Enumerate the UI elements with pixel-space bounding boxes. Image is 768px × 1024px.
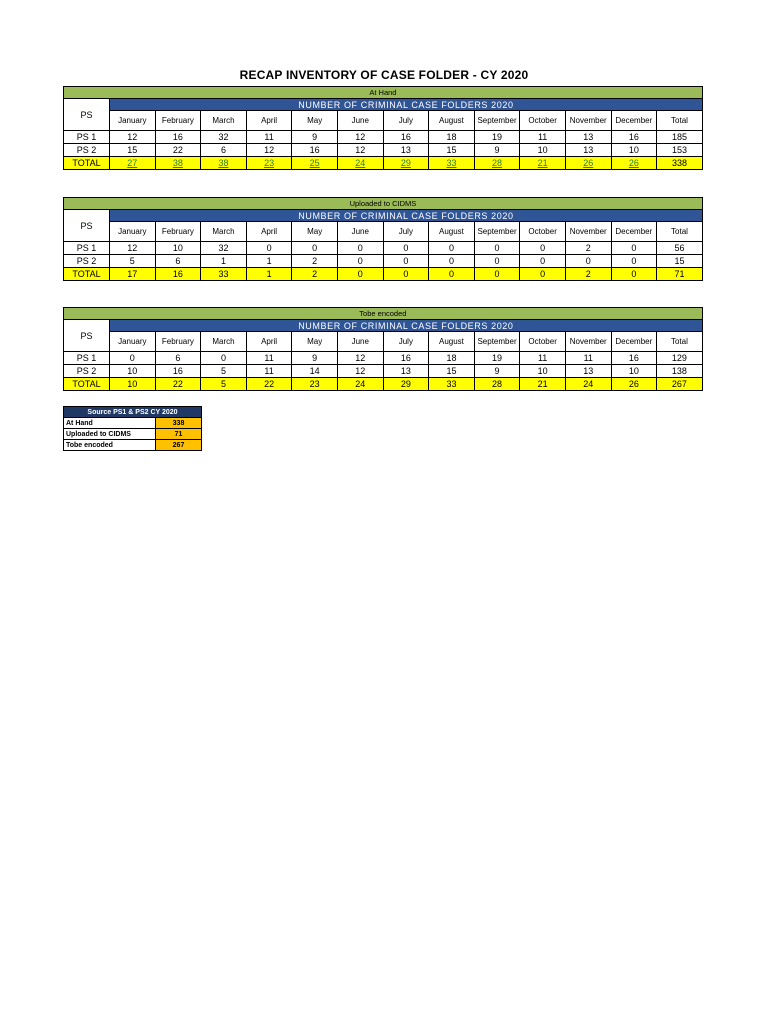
month-header: August	[429, 222, 475, 242]
cell[interactable]: 11	[520, 131, 566, 144]
total-link[interactable]: 27	[110, 157, 156, 170]
month-header: September	[474, 111, 520, 131]
total-cell[interactable]: 2	[565, 268, 611, 281]
row-label: PS 1	[64, 352, 110, 365]
total-row	[64, 268, 703, 281]
tobe-encoded-table	[63, 307, 703, 391]
month-header: September	[474, 332, 520, 352]
cell[interactable]: 0	[383, 255, 429, 268]
cell[interactable]: 10	[520, 365, 566, 378]
total-link[interactable]: 26	[611, 157, 657, 170]
total-cell[interactable]: 2	[292, 268, 338, 281]
month-header: January	[110, 111, 156, 131]
table-row	[64, 365, 703, 378]
month-header: Total	[657, 111, 703, 131]
cell[interactable]: 22	[155, 144, 201, 157]
cell[interactable]: 11	[246, 352, 292, 365]
cell[interactable]: 14	[292, 365, 338, 378]
month-header: June	[337, 111, 383, 131]
month-header: July	[383, 111, 429, 131]
total-cell[interactable]: 16	[155, 268, 201, 281]
total-cell[interactable]: 21	[520, 378, 566, 391]
total-cell[interactable]: 24	[337, 378, 383, 391]
month-header: March	[201, 222, 247, 242]
total-cell[interactable]: 0	[429, 268, 475, 281]
cell[interactable]: 0	[520, 255, 566, 268]
cell[interactable]: 11	[520, 352, 566, 365]
cell[interactable]: 1	[246, 255, 292, 268]
cell[interactable]: 13	[565, 365, 611, 378]
grand-total[interactable]: 71	[657, 268, 703, 281]
cell[interactable]: 16	[155, 131, 201, 144]
cell[interactable]: 16	[383, 352, 429, 365]
cell[interactable]: 12	[337, 352, 383, 365]
month-header: June	[337, 332, 383, 352]
cell[interactable]: 0	[246, 242, 292, 255]
cell[interactable]: 5	[110, 255, 156, 268]
section-uploaded	[63, 197, 702, 281]
summary-label: Uploaded to CIDMS	[64, 429, 156, 440]
cell[interactable]: 12	[246, 144, 292, 157]
cell[interactable]: 11	[246, 131, 292, 144]
table-row	[64, 144, 703, 157]
month-header: January	[110, 222, 156, 242]
cell[interactable]: 6	[155, 255, 201, 268]
month-header: November	[565, 332, 611, 352]
total-cell[interactable]: 22	[155, 378, 201, 391]
total-link[interactable]: 33	[429, 157, 475, 170]
table-row	[64, 255, 703, 268]
row-label: PS 2	[64, 255, 110, 268]
cell[interactable]: 12	[110, 242, 156, 255]
total-link[interactable]: 25	[292, 157, 338, 170]
cell[interactable]: 15	[429, 365, 475, 378]
table-row	[64, 131, 703, 144]
month-header: April	[246, 111, 292, 131]
cell[interactable]: 0	[337, 242, 383, 255]
total-cell[interactable]: 22	[246, 378, 292, 391]
cell[interactable]: 0	[429, 242, 475, 255]
ps-header: PS	[64, 320, 110, 352]
cell[interactable]: 2	[292, 255, 338, 268]
summary-row	[64, 429, 202, 440]
cell[interactable]: 16	[155, 365, 201, 378]
month-header: April	[246, 222, 292, 242]
cell[interactable]: 13	[383, 144, 429, 157]
total-cell[interactable]: 24	[565, 378, 611, 391]
total-cell[interactable]: 29	[383, 378, 429, 391]
cell[interactable]: 0	[429, 255, 475, 268]
cell[interactable]: 9	[474, 365, 520, 378]
row-label: PS 1	[64, 131, 110, 144]
total-cell[interactable]: 33	[429, 378, 475, 391]
month-header: February	[155, 222, 201, 242]
cell[interactable]: 9	[474, 144, 520, 157]
summary-label: Tobe encoded	[64, 440, 156, 451]
total-label: TOTAL	[64, 268, 110, 281]
grand-total[interactable]: 338	[657, 157, 703, 170]
cell[interactable]: 10	[155, 242, 201, 255]
band-label: NUMBER OF CRIMINAL CASE FOLDERS 2020	[110, 320, 703, 332]
summary-value[interactable]: 71	[156, 429, 202, 440]
month-header: Total	[657, 222, 703, 242]
month-header: December	[611, 332, 657, 352]
month-header: July	[383, 332, 429, 352]
uploaded-table	[63, 197, 703, 281]
total-row	[64, 157, 703, 170]
month-header: May	[292, 222, 338, 242]
total-label: TOTAL	[64, 378, 110, 391]
cell[interactable]: 10	[611, 144, 657, 157]
total-cell[interactable]: 5	[201, 378, 247, 391]
cell[interactable]: 15	[429, 144, 475, 157]
row-label: PS 2	[64, 365, 110, 378]
summary-value[interactable]: 267	[156, 440, 202, 451]
cell[interactable]: 6	[201, 144, 247, 157]
cell[interactable]: 16	[611, 131, 657, 144]
total-link[interactable]: 26	[565, 157, 611, 170]
cell[interactable]: 0	[474, 255, 520, 268]
cell[interactable]: 19	[474, 131, 520, 144]
month-header: October	[520, 111, 566, 131]
cell[interactable]: 0	[611, 255, 657, 268]
total-label: TOTAL	[64, 157, 110, 170]
cell[interactable]: 10	[520, 144, 566, 157]
cell[interactable]: 15	[657, 255, 703, 268]
month-header: December	[611, 222, 657, 242]
cell[interactable]: 5	[201, 365, 247, 378]
section-label: Uploaded to CIDMS	[64, 198, 703, 210]
total-cell[interactable]: 33	[201, 268, 247, 281]
cell[interactable]: 32	[201, 131, 247, 144]
section-tobe-encoded	[63, 307, 702, 391]
month-header: March	[201, 111, 247, 131]
cell[interactable]: 0	[565, 255, 611, 268]
cell[interactable]: 0	[292, 242, 338, 255]
row-label: PS 2	[64, 144, 110, 157]
month-header: October	[520, 332, 566, 352]
cell[interactable]: 16	[383, 131, 429, 144]
total-link[interactable]: 21	[520, 157, 566, 170]
table-row	[64, 352, 703, 365]
total-link[interactable]: 38	[201, 157, 247, 170]
month-header: August	[429, 111, 475, 131]
cell[interactable]: 2	[565, 242, 611, 255]
cell[interactable]: 10	[611, 365, 657, 378]
total-link[interactable]: 29	[383, 157, 429, 170]
cell[interactable]: 12	[337, 365, 383, 378]
total-cell[interactable]: 0	[474, 268, 520, 281]
cell[interactable]: 6	[155, 352, 201, 365]
cell[interactable]: 32	[201, 242, 247, 255]
cell[interactable]: 0	[383, 242, 429, 255]
cell[interactable]: 12	[337, 131, 383, 144]
month-header: October	[520, 222, 566, 242]
band-label: NUMBER OF CRIMINAL CASE FOLDERS 2020	[110, 210, 703, 222]
cell[interactable]: 16	[611, 352, 657, 365]
total-link[interactable]: 28	[474, 157, 520, 170]
cell[interactable]: 153	[657, 144, 703, 157]
month-header: July	[383, 222, 429, 242]
total-cell[interactable]: 26	[611, 378, 657, 391]
summary-label: At Hand	[64, 418, 156, 429]
total-cell[interactable]: 10	[110, 378, 156, 391]
cell[interactable]: 18	[429, 131, 475, 144]
cell[interactable]: 0	[474, 242, 520, 255]
month-header: August	[429, 332, 475, 352]
cell[interactable]: 13	[565, 144, 611, 157]
month-header: Total	[657, 332, 703, 352]
summary-row	[64, 418, 202, 429]
row-label: PS 1	[64, 242, 110, 255]
grand-total[interactable]: 267	[657, 378, 703, 391]
total-cell[interactable]: 17	[110, 268, 156, 281]
cell[interactable]: 16	[292, 144, 338, 157]
cell[interactable]: 0	[110, 352, 156, 365]
section-label: Tobe encoded	[64, 308, 703, 320]
at-hand-table	[63, 86, 703, 170]
total-link[interactable]: 24	[337, 157, 383, 170]
source-summary-table	[63, 406, 202, 451]
cell[interactable]: 13	[565, 131, 611, 144]
month-header: June	[337, 222, 383, 242]
ps-header: PS	[64, 99, 110, 131]
total-cell[interactable]: 0	[383, 268, 429, 281]
month-header: May	[292, 111, 338, 131]
total-cell[interactable]: 1	[246, 268, 292, 281]
cell[interactable]: 1	[201, 255, 247, 268]
month-header: January	[110, 332, 156, 352]
ps-header: PS	[64, 210, 110, 242]
page-title: RECAP INVENTORY OF CASE FOLDER - CY 2020	[239, 68, 529, 82]
total-cell[interactable]: 0	[520, 268, 566, 281]
cell[interactable]: 0	[337, 255, 383, 268]
summary-value[interactable]: 338	[156, 418, 202, 429]
total-link[interactable]: 38	[155, 157, 201, 170]
cell[interactable]: 56	[657, 242, 703, 255]
band-label: NUMBER OF CRIMINAL CASE FOLDERS 2020	[110, 99, 703, 111]
cell[interactable]: 11	[565, 352, 611, 365]
source-header: Source PS1 & PS2 CY 2020	[64, 407, 202, 418]
total-cell[interactable]: 23	[292, 378, 338, 391]
month-header: February	[155, 111, 201, 131]
cell[interactable]: 9	[292, 352, 338, 365]
cell[interactable]: 0	[611, 242, 657, 255]
total-row	[64, 378, 703, 391]
summary-row	[64, 440, 202, 451]
month-header: February	[155, 332, 201, 352]
section-label: At Hand	[64, 87, 703, 99]
cell[interactable]: 12	[337, 144, 383, 157]
month-header: March	[201, 332, 247, 352]
cell[interactable]: 0	[520, 242, 566, 255]
month-header: April	[246, 332, 292, 352]
total-cell[interactable]: 0	[337, 268, 383, 281]
table-row	[64, 242, 703, 255]
month-header: May	[292, 332, 338, 352]
month-header: September	[474, 222, 520, 242]
cell[interactable]: 185	[657, 131, 703, 144]
cell[interactable]: 13	[383, 365, 429, 378]
cell[interactable]: 12	[110, 131, 156, 144]
cell[interactable]: 9	[292, 131, 338, 144]
cell[interactable]: 11	[246, 365, 292, 378]
total-link[interactable]: 23	[246, 157, 292, 170]
total-cell[interactable]: 0	[611, 268, 657, 281]
cell[interactable]: 15	[110, 144, 156, 157]
section-at-hand	[63, 86, 702, 170]
month-header: December	[611, 111, 657, 131]
cell[interactable]: 0	[201, 352, 247, 365]
cell[interactable]: 138	[657, 365, 703, 378]
cell[interactable]: 10	[110, 365, 156, 378]
cell[interactable]: 129	[657, 352, 703, 365]
cell[interactable]: 18	[429, 352, 475, 365]
month-header: November	[565, 111, 611, 131]
total-cell[interactable]: 28	[474, 378, 520, 391]
cell[interactable]: 19	[474, 352, 520, 365]
month-header: November	[565, 222, 611, 242]
